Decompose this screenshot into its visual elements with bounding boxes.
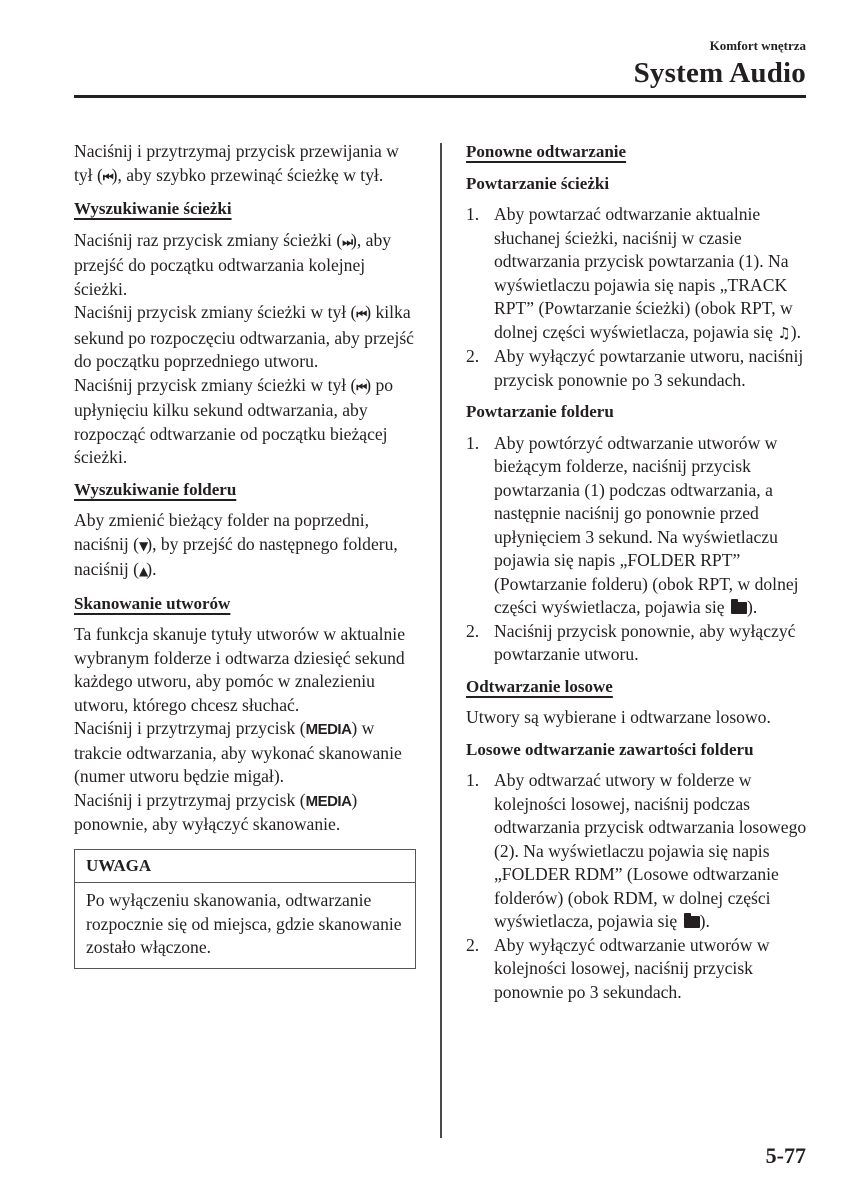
heading-scan: Skanowanie utworów: [74, 593, 231, 613]
left-column: [74, 140, 414, 969]
page-number: 5-77: [765, 1143, 806, 1168]
note-box: [74, 849, 416, 969]
list-item: 1. Aby powtarzać odtwarzanie aktualnie słuchanej ścieżki, naciśnij w czasie odtwarzania przycisk powtarzania (1). Na wyświetlaczu pojawia się napis „TRACK RPT” (Powtarzanie ścieżki) (obok RPT, w dolnej części wyświetlacza, pojawia się ♫).: [466, 204, 802, 342]
list-item: 1. Aby odtwarzać utwory w folderze w kolejności losowej, naciśnij podczas odtwarzania przycisk odtwarzania losowego (2). Na wyświetlaczu pojawia się napis „FOLDER RDM” (Losowe odtwarzanie folderów) (obok RDM, w dolnej części wyświetlacza, pojawia się ).: [466, 770, 807, 931]
note-heading: UWAGA: [75, 850, 415, 884]
heading-folder-repeat: Powtarzanie folderu: [466, 402, 614, 421]
media-button-icon: MEDIA: [305, 792, 352, 810]
next-track-icon: ⏭: [342, 234, 352, 249]
section-label: Komfort wnętrza: [709, 38, 806, 53]
scan-p2: Naciśnij i przytrzymaj przycisk (MEDIA) w trakcie odtwarzania, aby wykonać skanowanie (numer utworu będzie migał).: [74, 718, 402, 786]
page-title: System Audio: [633, 57, 806, 89]
heading-folder-random: Losowe odtwarzanie zawartości folderu: [466, 739, 754, 759]
folder-search-paragraph: Aby zmienić bieżący folder na poprzedni, naciśnij (▼), by przejść do następnego folderu, naciśnij (▲).: [74, 510, 398, 579]
column-divider: [440, 143, 442, 1138]
media-button-icon: MEDIA: [305, 721, 352, 738]
header-rule: [74, 95, 806, 98]
heading-random: Odtwarzanie losowe: [466, 676, 613, 696]
track-search-p3: Naciśnij przycisk zmiany ścieżki w tył (⏮) po upłynięciu kilku sekund odtwarzania, aby rozpocząć odtwarzanie od początku bieżącej ścieżki.: [74, 374, 394, 467]
down-arrow-icon: ▼: [138, 538, 147, 553]
track-search-p2: Naciśnij przycisk zmiany ścieżki w tył (⏮) kilka sekund po rozpoczęciu odtwarzania, aby przejść do początku poprzedniego utworu.: [74, 302, 414, 371]
scan-p1: Ta funkcja skanuje tytuły utworów w aktualnie wybranym folderze i odtwarza dziesięć sekund każdego utworu, aby pomóc w znalezieniu utworu, którego chcesz słuchać.: [74, 624, 406, 715]
right-column: [466, 140, 811, 1012]
list-item: 2. Aby wyłączyć odtwarzanie utworów w kolejności losowej, naciśnij przycisk ponownie po 3 sekundach.: [466, 934, 770, 1002]
rewind-icon: ⏮: [102, 169, 112, 184]
list-item: 1. Aby powtórzyć odtwarzanie utworów w bieżącym folderze, naciśnij przycisk powtarzania (1) podczas odtwarzania, a następnie naciśnij go ponownie przed upłynięciem 3 sekund. Na wyświetlaczu pojawia się napis „FOLDER RPT” (Powtarzanie folderu) (obok RPT, w dolnej części wyświetlacza, pojawia się ).: [466, 432, 799, 617]
folder-random-list: [466, 769, 811, 1004]
rewind-icon: ⏮: [356, 307, 366, 321]
intro-paragraph: Naciśnij i przytrzymaj przycisk przewijania w tył (⏮), aby szybko przewinąć ścieżkę w tył.: [74, 141, 399, 185]
heading-folder-search: Wyszukiwanie folderu: [74, 479, 237, 499]
scan-p3: Naciśnij i przytrzymaj przycisk (MEDIA) ponownie, aby wyłączyć skanowanie.: [74, 789, 358, 834]
list-item: 2. Aby wyłączyć powtarzanie utworu, naciśnij przycisk ponownie po 3 sekundach.: [466, 346, 804, 390]
list-item: 2. Naciśnij przycisk ponownie, aby wyłączyć powtarzanie utworu.: [466, 620, 796, 664]
rewind-icon: ⏮: [356, 379, 366, 394]
folder-repeat-list: [466, 432, 811, 667]
note-body: Po wyłączeniu skanowania, odtwarzanie rozpocznie się od miejsca, gdzie skanowanie zostało włączone.: [86, 890, 402, 957]
random-intro: Utwory są wybierane i odtwarzane losowo.: [466, 707, 771, 727]
folder-icon: [684, 916, 700, 928]
heading-track-repeat: Powtarzanie ścieżki: [466, 173, 610, 193]
music-note-icon: ♫: [777, 323, 791, 342]
heading-repeat: Ponowne odtwarzanie: [466, 142, 627, 161]
track-repeat-list: [466, 203, 811, 392]
track-search-p1: Naciśnij raz przycisk zmiany ścieżki (⏭), aby przejść do początku odtwarzania kolejnej ścieżki.: [74, 229, 392, 299]
folder-icon: [731, 602, 747, 614]
heading-track-search: Wyszukiwanie ścieżki: [74, 199, 232, 218]
up-arrow-icon: ▲: [138, 564, 147, 578]
